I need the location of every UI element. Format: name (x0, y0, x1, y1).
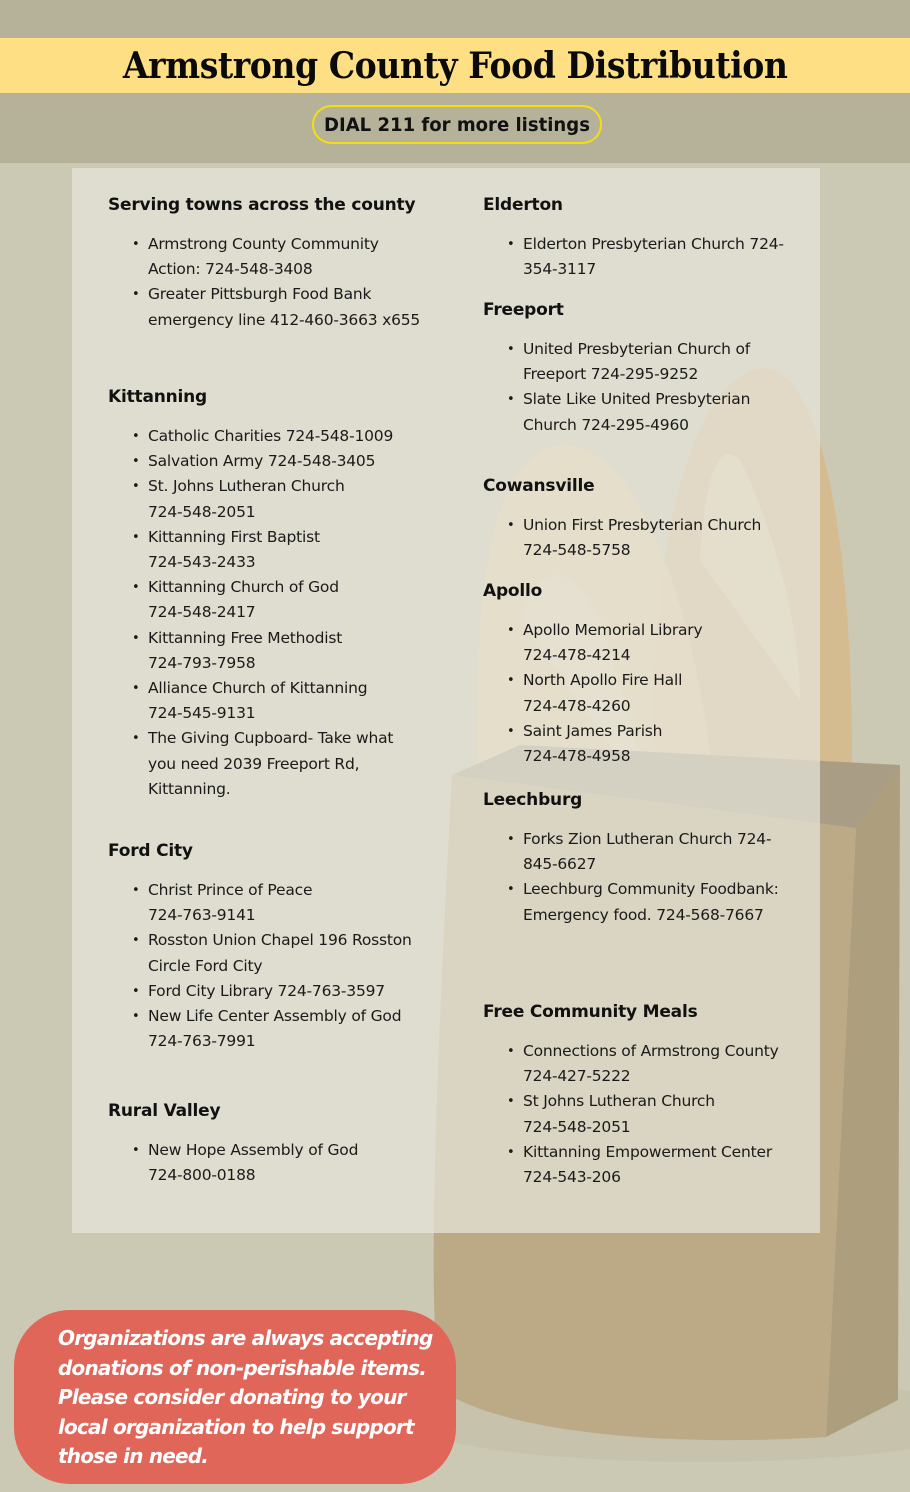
list-item: • North Apollo Fire Hall 724-478-4260 (483, 668, 793, 718)
list-item: • Kittanning Church of God 724-548-2417 (108, 575, 428, 625)
section-heading: Kittanning (108, 387, 208, 407)
list-item: • Forks Zion Lutheran Church 724-845-6627 (483, 827, 793, 877)
listing-list (483, 1039, 793, 1190)
page-title: Armstrong County Food Distribution (122, 44, 788, 87)
section-kittanning (108, 386, 428, 798)
listing-list (483, 618, 793, 769)
listing-list (108, 1138, 428, 1188)
donation-text: Organizations are always accepting donations of non-perishable items. Please consider donating to your local organization to help support those in need. (58, 1326, 433, 1468)
list-item: • St Johns Lutheran Church 724-548-2051 (483, 1089, 793, 1139)
section-rural-valley (108, 1100, 428, 1185)
section-heading: Leechburg (483, 790, 583, 810)
listing-list (108, 878, 428, 1054)
list-item: • Leechburg Community Foodbank: Emergency food. 724-568-7667 (483, 877, 793, 927)
list-item: • Rosston Union Chapel 196 Rosston Circle Ford City (108, 928, 428, 978)
list-item: • Kittanning Empowerment Center 724-543-206 (483, 1140, 793, 1190)
list-item: • Christ Prince of Peace 724-763-9141 (108, 878, 428, 928)
list-item: • Connections of Armstrong County 724-427-5222 (483, 1039, 793, 1089)
list-item: • Greater Pittsburgh Food Bank emergency line 412-460-3663 x655 (108, 282, 428, 332)
listing-list (483, 232, 793, 282)
list-item: • Armstrong County Community Action: 724-548-3408 (108, 232, 428, 282)
section-heading: Rural Valley (108, 1101, 221, 1121)
list-item: • New Life Center Assembly of God 724-763-7991 (108, 1004, 428, 1054)
section-heading: Free Community Meals (483, 1002, 698, 1022)
list-item: • Ford City Library 724-763-3597 (108, 979, 428, 1004)
listing-list (483, 337, 793, 438)
dial-211-label: DIAL 211 for more listings (324, 113, 590, 136)
section-heading: Apollo (483, 581, 543, 601)
list-item: • Kittanning First Baptist 724-543-2433 (108, 525, 428, 575)
list-item: • Salvation Army 724-548-3405 (108, 449, 428, 474)
list-item: • Catholic Charities 724-548-1009 (108, 424, 428, 449)
section-leechburg (483, 789, 793, 924)
listing-list (483, 827, 793, 928)
section-apollo (483, 580, 793, 766)
list-item: • Elderton Presbyterian Church 724-354-3117 (483, 232, 793, 282)
section-heading: Freeport (483, 300, 564, 320)
section-elderton (483, 194, 793, 279)
list-item: • Slate Like United Presbyterian Church 724-295-4960 (483, 387, 793, 437)
section-ford-city (108, 840, 428, 1051)
list-item: • New Hope Assembly of God 724-800-0188 (108, 1138, 428, 1188)
listing-list (108, 232, 428, 333)
list-item: • Apollo Memorial Library 724-478-4214 (483, 618, 793, 668)
donation-callout (14, 1310, 456, 1484)
list-item: • St. Johns Lutheran Church 724-548-2051 (108, 474, 428, 524)
list-item: • The Giving Cupboard- Take what you need 2039 Freeport Rd, Kittanning. (108, 726, 428, 802)
list-item: • Kittanning Free Methodist 724-793-7958 (108, 626, 428, 676)
list-item: • Union First Presbyterian Church 724-548-5758 (483, 513, 793, 563)
listing-list (108, 424, 428, 802)
section-freeport (483, 299, 793, 434)
list-item: • United Presbyterian Church of Freeport 724-295-9252 (483, 337, 793, 387)
section-heading: Cowansville (483, 476, 595, 496)
section-serving (108, 194, 428, 329)
section-heading: Elderton (483, 195, 563, 215)
list-item: • Saint James Parish 724-478-4958 (483, 719, 793, 769)
section-free-meals (483, 1001, 793, 1187)
list-item: • Alliance Church of Kittanning 724-545-9131 (108, 676, 428, 726)
listings-panel (72, 168, 820, 1233)
section-heading: Ford City (108, 841, 193, 861)
section-heading: Serving towns across the county (108, 195, 416, 215)
section-cowansville (483, 475, 793, 560)
listing-list (483, 513, 793, 563)
